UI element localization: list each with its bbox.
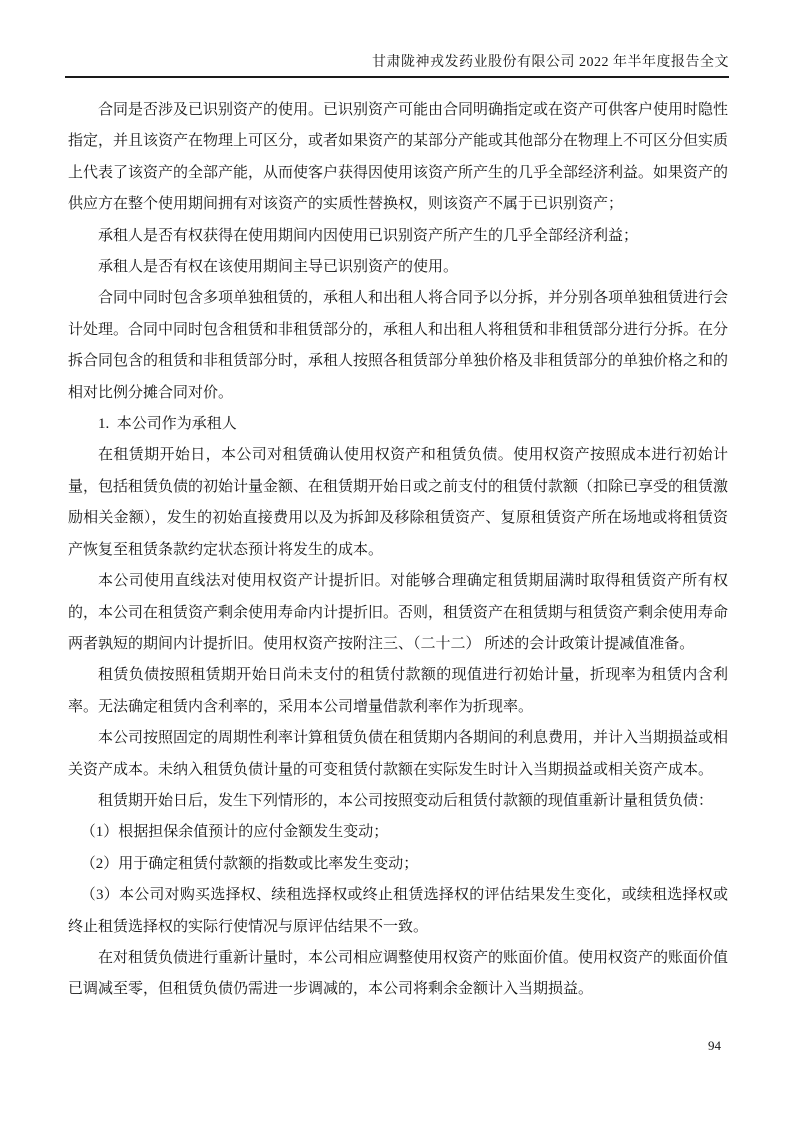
paragraph: 在对租赁负债进行重新计量时，本公司相应调整使用权资产的账面价值。使用权资产的账面价值已调减至零，但租赁负债仍需进一步调减的，本公司将剩余金额计入当期损益。 [68,949,729,998]
paragraph: 本公司按照固定的周期性利率计算租赁负债在租赁期内各期间的利息费用，并计入当期损益或相关资产成本。未纳入租赁负债计量的可变租赁付款额在实际发生时计入当期损益或相关资产成本。 [68,730,729,778]
paragraph: 租赁期开始日后，发生下列情形的，本公司按照变动后租赁付款额的现值重新计量租赁负债： [98,792,714,809]
report-header-title: 甘肃陇神戎发药业股份有限公司 2022 年半年度报告全文 [372,55,729,70]
list-item: （3）本公司对购买选择权、续租选择权或终止租赁选择权的评估结果发生变化，或续租选择权或终止租赁选择权的实际行使情况与原评估结果不一致。 [68,887,728,935]
page-number: 94 [708,1038,721,1053]
paragraph: 本公司使用直线法对使用权资产计提折旧。对能够合理确定租赁期届满时取得租赁资产所有权的，本公司在租赁资产剩余使用寿命内计提折旧。否则，租赁资产在租赁期与租赁资产剩余使用寿命两者孰短的期间内计提折旧。使用权资产按附注三、（二十二） 所述的会计政策计提减值准备。 [68,573,729,652]
paragraph: 在租赁期开始日，本公司对租赁确认使用权资产和租赁负债。使用权资产按照成本进行初始计量，包括租赁负债的初始计量金额、在租赁期开始日或之前支付的租赁付款额（扣除已享受的租赁激励相关金额），发生的初始直接费用以及为拆卸及移除租赁资产、复原租赁资产所在场地或将租赁资产恢复至租赁条款约定状态预计将发生的成本。 [68,447,729,558]
page-header [65,54,729,78]
paragraph: 租赁负债按照租赁期开始日尚未支付的租赁付款额的现值进行初始计量，折现率为租赁内含利率。无法确定租赁内含利率的，采用本公司增量借款利率作为折现率。 [68,667,728,715]
section-heading: 1. 本公司作为承租人 [98,416,237,433]
list-item: （1）根据担保余值预计的应付金额发生变动； [80,824,389,841]
list-item: （2）用于确定租赁付款额的指数或比率发生变动； [80,855,419,872]
paragraph: 合同是否涉及已识别资产的使用。已识别资产可能由合同明确指定或在资产可供客户使用时隐性指定，并且该资产在物理上可区分，或者如果资产的某部分产能或其他部分在物理上不可区分但实质上代表了该资产的全部产能，从而使客户获得因使用该资产所产生的几乎全部经济利益。如果资产的供应方在整个使用期间拥有对该资产的实质性替换权，则该资产不属于已识别资产； [68,102,729,213]
document-body [68,95,728,1006]
paragraph: 合同中同时包含多项单独租赁的，承租人和出租人将合同予以分拆，并分别各项单独租赁进行会计处理。合同中同时包含租赁和非租赁部分的，承租人和出租人将租赁和非租赁部分进行分拆。在分拆合同包含的租赁和非租赁部分时，承租人按照各租赁部分单独价格及非租赁部分的单独价格之和的相对比例分摊合同对价。 [68,290,729,401]
paragraph: 承租人是否有权在该使用期间主导已识别资产的使用。 [98,259,459,276]
paragraph: 承租人是否有权获得在使用期间内因使用已识别资产所产生的几乎全部经济利益； [98,227,639,244]
